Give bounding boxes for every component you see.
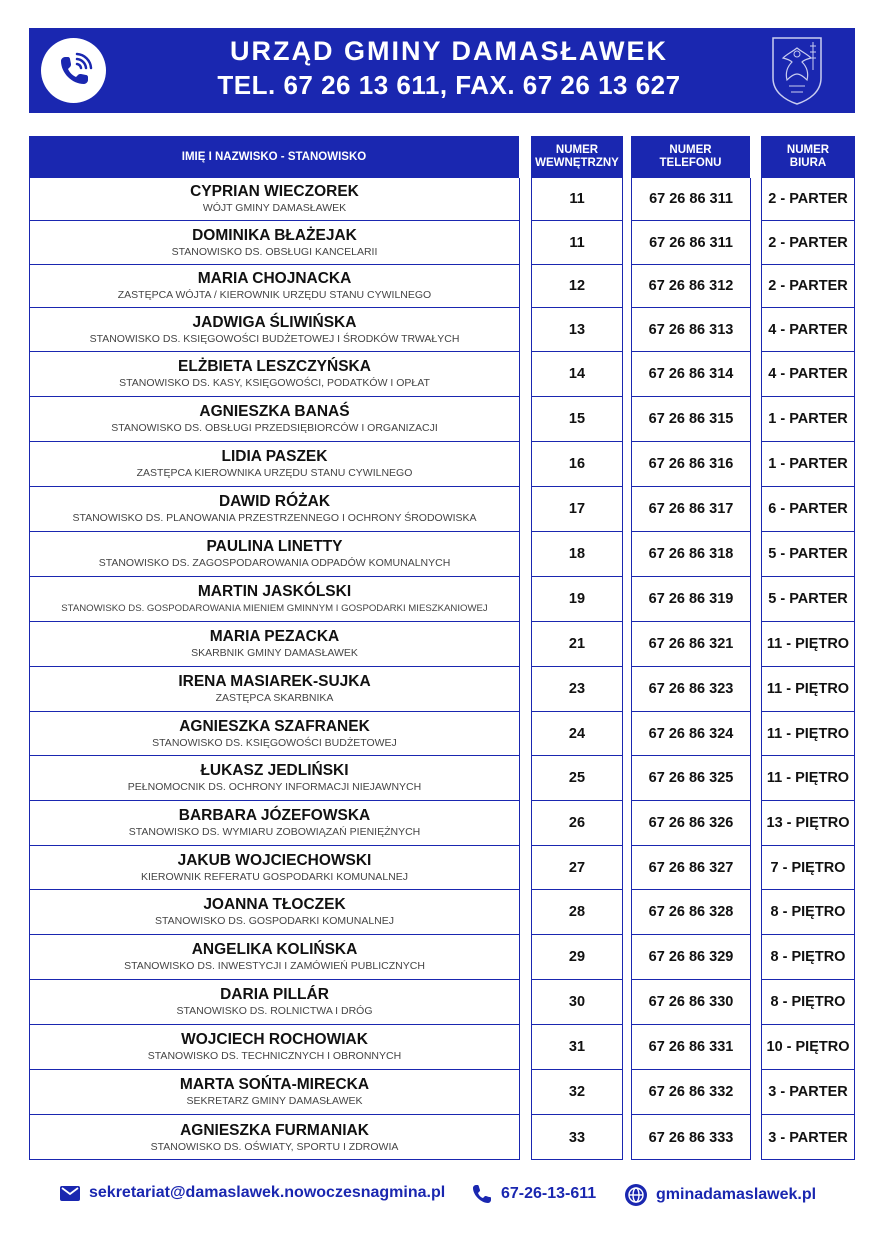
office-number-cell-value: 11 - PIĘTRO	[766, 770, 850, 786]
phone-number-cell-value: 67 26 86 319	[648, 591, 734, 607]
person-role: STANOWISKO DS. ROLNICTWA I DRÓG	[176, 1005, 373, 1017]
internal-number-cell-value: 33	[568, 1129, 586, 1146]
table-row	[30, 351, 519, 396]
table-row	[30, 979, 519, 1024]
internal-number-cell	[532, 531, 622, 576]
table-row	[30, 178, 519, 220]
internal-number-cell	[532, 220, 622, 264]
office-number-cell	[762, 441, 854, 486]
phone-number-cell	[632, 264, 750, 307]
internal-number-cell	[532, 178, 622, 220]
phone-number-cell-value: 67 26 86 329	[648, 949, 734, 965]
office-number-cell-value: 11 - PIĘTRO	[766, 636, 850, 652]
mail-icon	[60, 1186, 80, 1201]
internal-number-cell	[532, 441, 622, 486]
internal-number-cell	[532, 711, 622, 755]
internal-number-cell-value: 19	[568, 591, 586, 607]
internal-number-cell	[532, 264, 622, 307]
phone-number-cell-value: 67 26 86 315	[648, 411, 734, 427]
office-number-cell	[762, 800, 854, 845]
person-role: STANOWISKO DS. GOSPODARKI KOMUNALNEJ	[154, 915, 394, 927]
office-number-cell	[762, 307, 854, 351]
person-name: MARIA CHOJNACKA	[197, 270, 352, 287]
office-number-cell	[762, 621, 854, 666]
phone-number-cell	[632, 1024, 750, 1069]
table-row	[30, 307, 519, 351]
table-row	[30, 1069, 519, 1114]
table-row	[30, 220, 519, 264]
office-number-cell-value: 4 - PARTER	[768, 321, 848, 338]
phone-icon	[41, 38, 106, 103]
phone-number-cell-value: 67 26 86 317	[648, 501, 734, 517]
person-name: JADWIGA ŚLIWIŃSKA	[192, 313, 357, 331]
internal-number-cell-value: 13	[568, 321, 586, 338]
internal-number-column	[531, 178, 623, 1160]
phone-number-cell	[632, 889, 750, 934]
person-role: PEŁNOMOCNIK DS. OCHRONY INFORMACJI NIEJAWNYCH	[127, 781, 422, 793]
phone-number-cell-value: 67 26 86 331	[648, 1039, 734, 1055]
office-number-cell-value: 10 - PIĘTRO	[766, 1039, 850, 1055]
header-banner	[29, 28, 855, 113]
person-name: AGNIESZKA SZAFRANEK	[179, 717, 370, 735]
phone-text[interactable]: 67-26-13-611	[501, 1185, 597, 1202]
internal-number-cell-value: 15	[568, 411, 586, 427]
office-number-cell-value: 7 - PIĘTRO	[770, 859, 846, 876]
phone-number-cell-value: 67 26 86 327	[648, 859, 734, 876]
phone-number-cell	[632, 396, 750, 441]
office-number-cell	[762, 711, 854, 755]
internal-number-cell-value: 14	[568, 366, 586, 382]
internal-number-cell-value: 25	[568, 770, 586, 786]
office-number-cell-value: 11 - PIĘTRO	[766, 725, 850, 742]
phone-small-icon	[472, 1184, 492, 1204]
person-role: STANOWISKO DS. INWESTYCJI I ZAMÓWIEŃ PUBLICZNYCH	[124, 960, 425, 972]
coat-of-arms-icon	[767, 34, 827, 107]
phone-number-cell-value: 67 26 86 326	[648, 815, 734, 831]
person-role: STANOWISKO DS. KSIĘGOWOŚCI BUDŻETOWEJ	[152, 736, 397, 749]
internal-number-cell-value: 11	[569, 234, 585, 251]
phone-number-cell-value: 67 26 86 330	[648, 994, 734, 1010]
person-role: WÓJT GMINY DAMASŁAWEK	[202, 202, 347, 214]
phone-number-cell	[632, 800, 750, 845]
internal-number-cell-value: 27	[568, 859, 586, 876]
office-number-cell	[762, 351, 854, 396]
table-row	[30, 264, 519, 307]
office-number-cell	[762, 755, 854, 800]
internal-number-cell	[532, 1114, 622, 1160]
office-number-cell-value: 1 - PARTER	[768, 456, 848, 472]
office-number-cell	[762, 486, 854, 531]
office-number-cell-value: 13 - PIĘTRO	[766, 815, 850, 831]
phone-number-cell-value: 67 26 86 312	[648, 278, 734, 294]
office-number-column	[761, 178, 855, 1160]
phone-number-cell-value: 67 26 86 328	[648, 904, 734, 920]
phone-number-cell	[632, 531, 750, 576]
column-header-internal: NUMER WEWNĘTRZNY	[531, 136, 623, 178]
internal-number-cell-value: 31	[568, 1039, 586, 1055]
office-number-cell-value: 11 - PIĘTRO	[766, 681, 850, 697]
office-number-cell-value: 4 - PARTER	[768, 366, 848, 382]
internal-number-cell	[532, 845, 622, 889]
column-header-name: IMIĘ I NAZWISKO - STANOWISKO	[29, 136, 519, 178]
phone-number-cell	[632, 621, 750, 666]
person-name: PAULINA LINETTY	[206, 538, 343, 555]
person-name: AGNIESZKA FURMANIAK	[180, 1121, 369, 1139]
table-row	[30, 934, 519, 979]
table-row	[30, 1114, 519, 1160]
internal-number-cell-value: 28	[568, 904, 586, 920]
internal-number-cell	[532, 755, 622, 800]
internal-number-cell	[532, 1024, 622, 1069]
internal-number-cell-value: 32	[568, 1084, 586, 1100]
table-row	[30, 800, 519, 845]
table-row	[30, 711, 519, 755]
globe-icon	[625, 1184, 647, 1206]
office-number-cell-value: 2 - PARTER	[768, 278, 848, 294]
person-name: DAWID RÓŻAK	[218, 493, 331, 510]
internal-number-cell-value: 11	[569, 191, 585, 207]
office-number-cell-value: 2 - PARTER	[768, 234, 848, 251]
phone-number-cell-value: 67 26 86 316	[648, 456, 734, 472]
office-number-cell	[762, 396, 854, 441]
internal-number-cell-value: 29	[568, 949, 586, 965]
internal-number-cell-value: 16	[568, 456, 586, 472]
internal-number-cell	[532, 800, 622, 845]
person-role: STANOWISKO DS. KASY, KSIĘGOWOŚCI, PODATKÓW I OPŁAT	[119, 377, 430, 389]
internal-number-cell-value: 26	[568, 815, 586, 831]
office-number-cell	[762, 1024, 854, 1069]
internal-number-cell-value: 24	[568, 725, 586, 742]
phone-number-cell-value: 67 26 86 333	[648, 1129, 734, 1146]
footer-website[interactable]	[625, 1184, 816, 1206]
phone-number-cell-value: 67 26 86 311	[649, 191, 733, 207]
phone-number-cell-value: 67 26 86 318	[648, 546, 734, 562]
phone-number-cell	[632, 666, 750, 711]
person-role: STANOWISKO DS. WYMIARU ZOBOWIĄZAŃ PIENIĘŻNYCH	[128, 826, 421, 838]
office-number-cell-value: 3 - PARTER	[768, 1129, 848, 1146]
internal-number-cell	[532, 396, 622, 441]
phone-number-cell	[632, 441, 750, 486]
internal-number-cell-value: 18	[568, 546, 586, 562]
phone-number-cell-value: 67 26 86 321	[648, 636, 734, 652]
internal-number-cell-value: 12	[568, 278, 586, 294]
phone-number-cell	[632, 178, 750, 220]
person-name: ŁUKASZ JEDLIŃSKI	[200, 762, 349, 779]
office-number-cell	[762, 178, 854, 220]
person-name: MARIA PEZACKA	[209, 628, 340, 645]
person-role: STANOWISKO DS. OBSŁUGI KANCELARII	[171, 245, 378, 258]
person-role: ZASTĘPCA KIEROWNIKA URZĘDU STANU CYWILNEGO	[136, 467, 413, 479]
internal-number-cell	[532, 889, 622, 934]
office-number-cell	[762, 666, 854, 711]
person-role: STANOWISKO DS. ZAGOSPODAROWANIA ODPADÓW KOMUNALNYCH	[98, 557, 451, 569]
phone-number-cell	[632, 711, 750, 755]
name-column	[29, 178, 520, 1160]
office-number-cell	[762, 1069, 854, 1114]
table-row	[30, 845, 519, 889]
internal-number-cell-value: 30	[568, 994, 586, 1010]
page-subtitle: TEL. 67 26 13 611, FAX. 67 26 13 627	[217, 70, 681, 100]
internal-number-cell	[532, 934, 622, 979]
person-name: JAKUB WOJCIECHOWSKI	[177, 851, 372, 869]
phone-number-cell	[632, 486, 750, 531]
person-name: ELŻBIETA LESZCZYŃSKA	[178, 358, 371, 375]
office-number-cell-value: 5 - PARTER	[768, 546, 848, 562]
internal-number-cell	[532, 666, 622, 711]
internal-number-cell-value: 17	[568, 501, 586, 517]
office-number-cell	[762, 979, 854, 1024]
footer-email[interactable]	[60, 1184, 445, 1202]
table-row	[30, 1024, 519, 1069]
phone-number-cell	[632, 934, 750, 979]
phone-number-cell-value: 67 26 86 325	[648, 770, 734, 786]
email-text[interactable]: sekretariat@damaslawek.nowoczesnagmina.pl	[89, 1184, 446, 1201]
phone-number-cell	[632, 220, 750, 264]
phone-number-cell-value: 67 26 86 311	[649, 234, 733, 251]
office-number-cell	[762, 220, 854, 264]
internal-number-cell-value: 23	[568, 681, 586, 697]
table-row	[30, 531, 519, 576]
person-role: ZASTĘPCA WÓJTA / KIEROWNIK URZĘDU STANU CYWILNEGO	[117, 289, 432, 301]
office-number-cell-value: 2 - PARTER	[768, 191, 848, 207]
person-role: STANOWISKO DS. OŚWIATY, SPORTU I ZDROWIA	[150, 1140, 399, 1153]
phone-number-column	[631, 178, 751, 1160]
internal-number-cell	[532, 307, 622, 351]
person-role: STANOWISKO DS. PLANOWANIA PRZESTRZENNEGO I OCHRONY ŚRODOWISKA	[72, 512, 477, 524]
internal-number-cell	[532, 486, 622, 531]
person-name: MARTA SOŃTA-MIRECKA	[179, 1076, 370, 1093]
phone-number-cell	[632, 576, 750, 621]
table-row	[30, 755, 519, 800]
phone-number-cell-value: 67 26 86 324	[648, 725, 734, 742]
phone-number-cell-value: 67 26 86 323	[648, 681, 734, 697]
person-role: STANOWISKO DS. KSIĘGOWOŚCI BUDŻETOWEJ I ŚRODKÓW TRWAŁYCH	[89, 332, 460, 345]
internal-number-cell	[532, 621, 622, 666]
office-number-cell-value: 5 - PARTER	[768, 591, 848, 607]
phone-number-cell-value: 67 26 86 313	[648, 321, 734, 338]
column-header-office: NUMER BIURA	[761, 136, 855, 178]
internal-number-cell	[532, 351, 622, 396]
table-row	[30, 486, 519, 531]
office-number-cell	[762, 845, 854, 889]
person-role: KIEROWNIK REFERATU GOSPODARKI KOMUNALNEJ	[140, 870, 408, 883]
person-name: IRENA MASIAREK-SUJKA	[178, 673, 371, 690]
person-name: LIDIA PASZEK	[221, 448, 328, 465]
phone-number-cell	[632, 307, 750, 351]
person-name: WOJCIECH ROCHOWIAK	[181, 1031, 368, 1048]
table-row	[30, 441, 519, 486]
office-number-cell-value: 8 - PIĘTRO	[770, 904, 846, 920]
page-title: URZĄD GMINY DAMASŁAWEK	[230, 36, 668, 66]
person-role: SKARBNIK GMINY DAMASŁAWEK	[191, 647, 358, 659]
office-number-cell-value: 8 - PIĘTRO	[770, 949, 846, 965]
office-number-cell	[762, 934, 854, 979]
table-row	[30, 396, 519, 441]
office-number-cell	[762, 576, 854, 621]
person-role: ZASTĘPCA SKARBNIKA	[215, 692, 334, 704]
internal-number-cell	[532, 979, 622, 1024]
column-header-phone: NUMER TELEFONU	[631, 136, 750, 178]
table-row	[30, 889, 519, 934]
office-number-cell-value: 3 - PARTER	[768, 1084, 848, 1100]
internal-number-cell	[532, 1069, 622, 1114]
phone-number-cell	[632, 1069, 750, 1114]
person-name: ANGELIKA KOLIŃSKA	[191, 941, 358, 958]
person-name: JOANNA TŁOCZEK	[203, 896, 346, 913]
office-number-cell	[762, 1114, 854, 1160]
person-role: STANOWISKO DS. OBSŁUGI PRZEDSIĘBIORCÓW I ORGANIZACJI	[111, 422, 438, 434]
office-number-cell	[762, 889, 854, 934]
table-row	[30, 666, 519, 711]
website-text[interactable]: gminadamaslawek.pl	[656, 1186, 817, 1203]
person-role: STANOWISKO DS. TECHNICZNYCH I OBRONNYCH	[147, 1050, 402, 1062]
person-name: CYPRIAN WIECZOREK	[190, 183, 359, 200]
office-number-cell-value: 1 - PARTER	[768, 411, 848, 427]
person-name: DARIA PILLÁR	[220, 986, 329, 1003]
phone-number-cell	[632, 1114, 750, 1160]
person-role: STANOWISKO DS. GOSPODAROWANIA MIENIEM GMINNYM I GOSPODARKI MIESZKANIOWEJ	[61, 603, 488, 614]
phone-number-cell	[632, 351, 750, 396]
office-number-cell	[762, 531, 854, 576]
person-name: MARTIN JASKÓLSKI	[197, 583, 352, 600]
phone-number-cell-value: 67 26 86 332	[648, 1084, 734, 1100]
person-name: AGNIESZKA BANAŚ	[199, 403, 350, 420]
internal-number-cell-value: 21	[568, 636, 586, 652]
phone-number-cell	[632, 845, 750, 889]
person-name: DOMINIKA BŁAŻEJAK	[192, 226, 357, 244]
contact-footer	[0, 1180, 884, 1210]
internal-number-cell	[532, 576, 622, 621]
office-number-cell-value: 6 - PARTER	[768, 501, 848, 517]
office-number-cell-value: 8 - PIĘTRO	[770, 994, 846, 1010]
phone-number-cell	[632, 755, 750, 800]
person-name: BARBARA JÓZEFOWSKA	[178, 807, 371, 824]
phone-number-cell-value: 67 26 86 314	[648, 366, 734, 382]
footer-phone[interactable]	[472, 1184, 596, 1204]
person-role: SEKRETARZ GMINY DAMASŁAWEK	[186, 1095, 363, 1107]
phone-number-cell	[632, 979, 750, 1024]
office-number-cell	[762, 264, 854, 307]
table-row	[30, 576, 519, 621]
table-row	[30, 621, 519, 666]
